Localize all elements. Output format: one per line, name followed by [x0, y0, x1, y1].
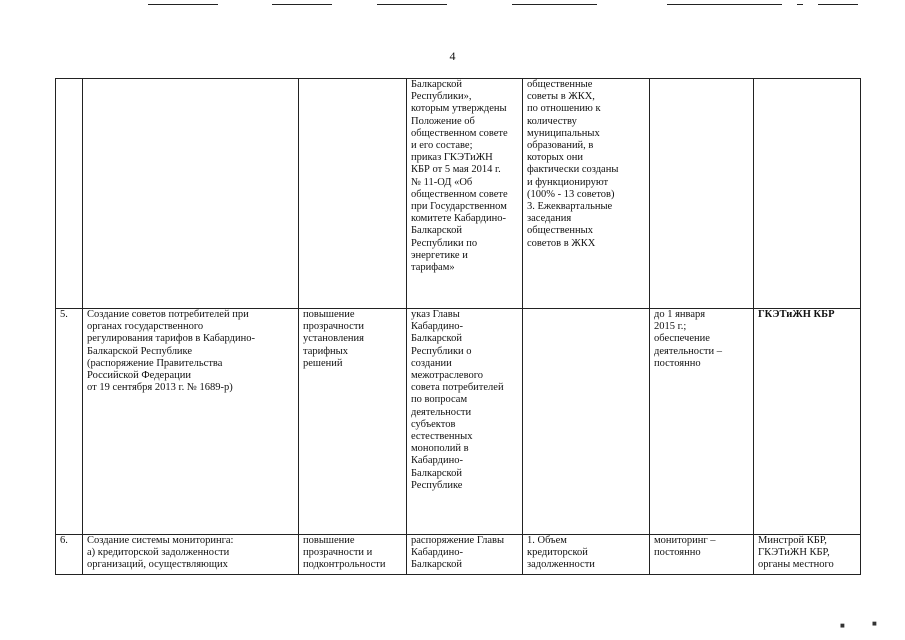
table-row — [56, 309, 861, 535]
scan-rule — [148, 4, 218, 5]
cell-text-line: регулирования тарифов в Кабардино- — [87, 333, 255, 345]
cell-text-line: Балкарской Республике — [87, 345, 193, 357]
scan-rule — [512, 4, 597, 5]
cell-result — [299, 79, 407, 309]
cell-text-line: органы местного — [758, 559, 834, 571]
cell-document — [407, 79, 523, 309]
cell-text-line: при Государственном — [411, 201, 507, 213]
cell-text-line: естественных — [411, 431, 473, 443]
cell-text-line: количеству — [527, 115, 577, 127]
table-body — [56, 79, 861, 575]
cell-text-line: мониторинг – — [654, 535, 716, 546]
cell-text-line: (100% - 13 советов) — [527, 188, 615, 200]
cell-text-line: постоянно — [654, 547, 701, 559]
cell-responsible — [754, 309, 861, 535]
cell-text-line: Республики по — [411, 237, 478, 249]
cell-text-line: общественные — [527, 79, 593, 90]
scan-mark: ■ — [840, 621, 845, 630]
cell-text-line: повышение — [303, 309, 355, 320]
scan-mark: ■ — [872, 619, 877, 628]
cell-measure — [83, 309, 299, 535]
cell-text-line: до 1 января — [654, 309, 706, 320]
cell-text-line: № 11-ОД «Об — [411, 176, 473, 188]
cell-text-line: приказ ГКЭТиЖН — [411, 152, 493, 164]
cell-text-line: распоряжение Главы — [411, 535, 505, 546]
cell-number: 6. — [56, 535, 83, 575]
cell-text-line: (распоряжение Правительства — [87, 357, 223, 369]
cell-text-line: межотраслевого — [411, 370, 484, 382]
cell-text-line: указ Главы — [411, 309, 460, 320]
cell-text-line: по отношению к — [527, 103, 601, 115]
cell-text-line: Создание системы мониторинга: — [87, 535, 234, 546]
cell-text-line: Кабардино- — [411, 321, 463, 333]
cell-text-line: Создание советов потребителей при — [87, 309, 249, 320]
cell-indicator — [523, 309, 650, 535]
scan-rule — [272, 4, 332, 5]
cell-document — [407, 535, 523, 575]
cell-text-line: 3. Ежеквартальные — [527, 201, 613, 213]
scan-rule — [818, 4, 858, 5]
cell-text-line: от 19 сентября 2013 г. № 1689-р) — [87, 382, 233, 394]
cell-text-line: организаций, осуществляющих — [87, 559, 228, 571]
cell-text-line: а) кредиторской задолженности — [87, 547, 230, 559]
scan-rule — [667, 4, 782, 5]
cell-text-line: и функционируют — [527, 176, 609, 188]
table-row — [56, 79, 861, 309]
cell-text-line: советов в ЖКХ — [527, 237, 596, 249]
cell-text-line: энергетике и — [411, 249, 468, 261]
cell-text-line: прозрачности — [303, 321, 365, 333]
cell-text-line: которых они — [527, 152, 584, 164]
cell-indicator — [523, 535, 650, 575]
cell-text-line: Минстрой КБР, — [758, 535, 827, 546]
cell-text-line: постоянно — [654, 357, 701, 369]
cell-text-line: подконтрольности — [303, 559, 386, 571]
cell-text-line: повышение — [303, 535, 355, 546]
cell-text-line: советы в ЖКХ, — [527, 91, 595, 103]
cell-text-line: Балкарской — [411, 333, 462, 345]
cell-indicator — [523, 79, 650, 309]
scan-rule — [797, 4, 803, 5]
cell-text-line: ГКЭТиЖН КБР — [758, 309, 835, 320]
cell-text-line: деятельности – — [654, 345, 722, 357]
cell-text-line: КБР от 5 мая 2014 г. — [411, 164, 501, 176]
cell-text-line: Балкарской — [411, 467, 462, 479]
cell-text-line: Республики о — [411, 345, 472, 357]
cell-text-line: 2015 г.; — [654, 321, 687, 333]
cell-measure — [83, 535, 299, 575]
cell-deadline — [650, 309, 754, 535]
cell-text-line: прозрачности и — [303, 547, 373, 559]
cell-text-line: общественных — [527, 225, 593, 237]
cell-text-line: образований, в — [527, 140, 594, 152]
cell-text-line: которым утверждены — [411, 103, 507, 115]
cell-text-line: монополий в — [411, 443, 469, 455]
cell-text-line: Балкарской — [411, 225, 462, 237]
cell-deadline — [650, 535, 754, 575]
cell-result — [299, 535, 407, 575]
cell-document — [407, 309, 523, 535]
page-number: 4 — [449, 49, 456, 63]
cell-measure — [83, 79, 299, 309]
cell-responsible — [754, 535, 861, 575]
cell-text-line: по вопросам — [411, 394, 468, 406]
cell-text-line: Республики», — [411, 91, 472, 103]
cell-text-line: установления — [303, 333, 364, 345]
cell-text-line: муниципальных — [527, 127, 600, 139]
table-row — [56, 535, 861, 575]
cell-text-line: Балкарской — [411, 559, 462, 571]
cell-responsible — [754, 79, 861, 309]
cell-text-line: кредиторской — [527, 547, 588, 559]
cell-text-line: Кабардино- — [411, 455, 463, 467]
cell-text-line: Кабардино- — [411, 547, 463, 559]
cell-text-line: решений — [303, 357, 343, 369]
cell-text-line: совета потребителей — [411, 382, 504, 394]
cell-text-line: субъектов — [411, 418, 456, 430]
cell-text-line: тарифных — [303, 345, 348, 357]
cell-text-line: органах государственного — [87, 321, 204, 333]
cell-text-line: Балкарской — [411, 79, 462, 90]
cell-text-line: деятельности — [411, 406, 472, 418]
cell-text-line: Положение об — [411, 115, 475, 127]
cell-text-line: комитете Кабардино- — [411, 213, 506, 225]
cell-text-line: 1. Объем — [527, 535, 567, 546]
cell-text-line: ГКЭТиЖН КБР, — [758, 547, 830, 559]
cell-text-line: Российской Федерации — [87, 370, 191, 382]
cell-text-line: общественном совете — [411, 188, 508, 200]
measures-table — [55, 78, 861, 575]
cell-text-line: фактически созданы — [527, 164, 619, 176]
cell-deadline — [650, 79, 754, 309]
cell-text-line: общественном совете — [411, 127, 508, 139]
cell-text-line: заседания — [527, 213, 572, 225]
cell-text-line: тарифам» — [411, 262, 455, 274]
cell-number — [56, 79, 83, 309]
cell-text-line: и его составе; — [411, 140, 473, 152]
cell-text-line: задолженности — [527, 559, 595, 571]
cell-result — [299, 309, 407, 535]
cell-number: 5. — [56, 309, 83, 535]
cell-text-line: Республике — [411, 479, 463, 491]
scan-rule — [377, 4, 447, 5]
cell-text-line: создании — [411, 357, 452, 369]
cell-text-line: обеспечение — [654, 333, 710, 345]
